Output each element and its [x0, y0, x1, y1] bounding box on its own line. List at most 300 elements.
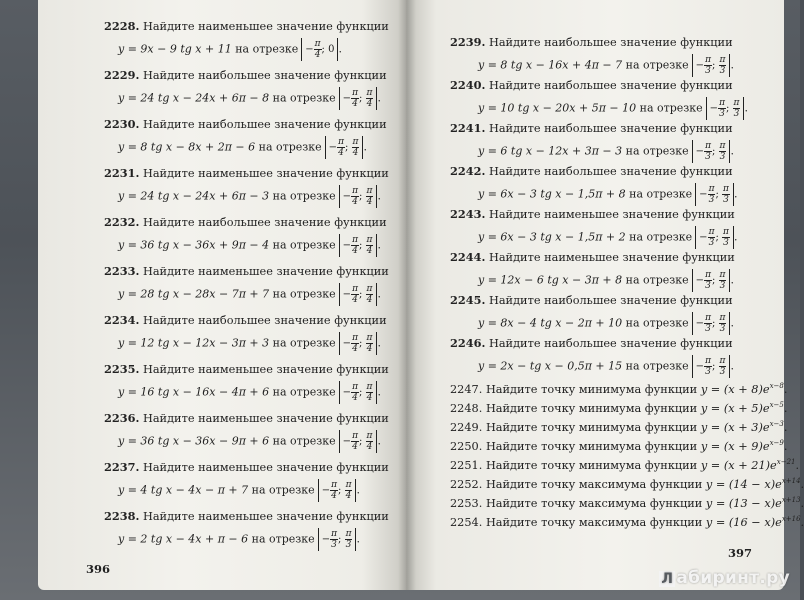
fraction-denominator: 4	[366, 246, 373, 256]
interval-bracket: − $\frac{\pi}{3}$ ; $\frac{\pi}{3}$	[706, 97, 745, 120]
interval-end: 0	[328, 44, 335, 55]
exponent: x+13	[781, 496, 801, 504]
fraction-denominator: 3	[705, 281, 711, 291]
problem-statement	[450, 165, 733, 178]
fraction	[351, 333, 359, 354]
function-expression: y = 12 tg x − 12x − 3π + 3	[118, 336, 270, 350]
fraction-denominator: 3	[723, 195, 729, 205]
exponent: x−21	[776, 458, 796, 466]
fraction	[330, 480, 338, 501]
fraction-denominator: 4	[345, 491, 352, 501]
fraction	[351, 88, 359, 109]
fraction-denominator: 4	[366, 99, 373, 109]
interval-bracket: − $\frac{\pi}{3}$ ; $\frac{\pi}{3}$	[692, 269, 731, 292]
interval-bracket: − $\frac{\pi}{3}$ ; $\frac{\pi}{3}$	[692, 140, 731, 163]
interval-sign: −	[695, 275, 705, 286]
problem-number: 2237.	[104, 460, 140, 474]
fraction	[718, 98, 726, 119]
interval-bracket: − $\frac{\pi}{3}$ ; $\frac{\pi}{3}$	[692, 54, 731, 77]
exponent: x−9	[769, 439, 784, 447]
problem-formula: y = 2 tg x − 4x + π − 6 на отрезке − $\frac{\pi}{3}$ ; $\frac{\pi}{3}$ .	[118, 529, 360, 550]
problem-text: Найдите наибольшее значение функции	[488, 36, 733, 49]
problem-statement	[104, 20, 389, 33]
fraction	[345, 480, 353, 501]
interval-sign: −	[699, 189, 708, 200]
function-expression: y = 6x − 3 tg x − 1,5π + 8	[478, 187, 626, 201]
interval-label: на отрезке	[625, 316, 689, 330]
interval-bracket: − $\frac{\pi}{4}$ ; $\frac{\pi}{4}$	[339, 332, 378, 355]
function-expression: y = 8 tg x − 8x + 2π − 6	[118, 140, 256, 154]
interval-label: на отрезке	[272, 385, 336, 399]
fraction-denominator: 3	[708, 238, 715, 248]
function-expression: y = 36 tg x − 36x + 9π − 4	[118, 238, 270, 252]
problem-number: 2250.	[450, 439, 483, 453]
fraction	[704, 356, 712, 377]
fraction	[366, 382, 374, 403]
problem-text: Найдите точку максимума функции	[485, 477, 703, 491]
problem-number: 2233.	[104, 264, 140, 278]
fraction-numerator: π	[331, 480, 337, 490]
interval-sign: −	[709, 103, 719, 114]
fraction-denominator: 3	[705, 367, 711, 377]
interval-label: на отрезке	[625, 273, 689, 287]
interval-bracket: − $\frac{\pi}{4}$ ; $\frac{\pi}{4}$	[339, 381, 378, 404]
function-expression: y = (13 − x)e	[705, 496, 782, 510]
problem-text: Найдите наибольшее значение функции	[142, 216, 387, 229]
problem-text: Найдите наименьшее значение функции	[142, 265, 389, 278]
interval-label: на отрезке	[251, 483, 315, 497]
fraction	[719, 356, 727, 377]
problem-number: 2240.	[450, 78, 486, 92]
interval-sign: −	[342, 436, 352, 447]
problem-number: 2248.	[450, 401, 483, 415]
interval-label: на отрезке	[629, 187, 693, 201]
fraction-numerator: π	[352, 88, 358, 98]
interval-sign: −	[342, 387, 352, 398]
fraction-numerator: π	[719, 55, 726, 65]
problem-number: 2254.	[450, 515, 483, 529]
fraction-denominator: 3	[705, 324, 711, 334]
problem-statement	[450, 208, 735, 221]
exponent: x+14	[781, 477, 801, 485]
extremum-problem: 2247. Найдите точку минимума функции $y = (x + 8)e^{x-8}$.	[450, 382, 788, 396]
problem-text: Найдите наибольшее значение функции	[488, 79, 733, 92]
fraction-denominator: 4	[338, 148, 344, 158]
interval-label: на отрезке	[625, 58, 689, 72]
problem-text: Найдите наименьшее значение функции	[488, 208, 735, 221]
problem-text: Найдите наименьшее значение функции	[142, 167, 389, 180]
function-expression: y = (x + 8)e	[700, 382, 770, 396]
problem-formula: y = 6x − 3 tg x − 1,5π + 8 на отрезке − $\frac{\pi}{3}$ ; $\frac{\pi}{3}$ .	[478, 184, 738, 205]
watermark-text: абиринт.ру	[676, 568, 790, 588]
problem-formula: y = 9x − 9 tg x + 11 на отрезке − $\frac{\pi}{4}$ ; 0 .	[118, 39, 342, 60]
fraction-numerator: π	[705, 356, 711, 366]
fraction-numerator: π	[719, 356, 726, 366]
interval-bracket: − $\frac{\pi}{4}$ ; $\frac{\pi}{4}$	[339, 234, 378, 257]
problem-statement	[450, 337, 733, 350]
problem-formula: y = 8x − 4 tg x − 2π + 10 на отрезке − $\frac{\pi}{3}$ ; $\frac{\pi}{3}$ .	[478, 313, 734, 334]
fraction	[366, 333, 374, 354]
left-page	[38, 0, 406, 590]
interval-label: на отрезке	[272, 238, 336, 252]
function-expression: y = 36 tg x − 36x − 9π + 6	[118, 434, 270, 448]
fraction-numerator: π	[314, 39, 321, 49]
problem-text: Найдите наибольшее значение функции	[488, 294, 733, 307]
fraction	[708, 184, 716, 205]
fraction	[351, 284, 359, 305]
problem-formula: y = 24 tg x − 24x + 6π − 8 на отрезке − $\frac{\pi}{4}$ ; $\frac{\pi}{4}$ .	[118, 88, 381, 109]
interval-sign: −	[321, 534, 331, 545]
problem-text: Найдите точку минимума функции	[485, 382, 698, 396]
function-expression: y = (x + 9)e	[700, 439, 770, 453]
problem-number: 2245.	[450, 293, 486, 307]
problem-formula: y = 4 tg x − 4x − π + 7 на отрезке − $\frac{\pi}{4}$ ; $\frac{\pi}{4}$ .	[118, 480, 360, 501]
fraction-denominator: 3	[719, 66, 726, 76]
exponent: x−5	[769, 401, 784, 409]
fraction	[719, 55, 727, 76]
problem-formula: y = 12x − 6 tg x − 3π + 8 на отрезке − $\frac{\pi}{3}$ ; $\frac{\pi}{3}$ .	[478, 270, 734, 291]
function-expression: y = 24 tg x − 24x + 6π − 8	[118, 91, 270, 105]
fraction-numerator: π	[352, 431, 358, 441]
fraction-denominator: 4	[366, 197, 373, 207]
interval-sign: −	[342, 191, 352, 202]
fraction-numerator: π	[366, 88, 373, 98]
problem-text: Найдите точку минимума функции	[485, 458, 698, 472]
function-expression: y = (x + 5)e	[700, 401, 770, 415]
fraction-numerator: π	[366, 186, 373, 196]
problem-text: Найдите наименьшее значение функции	[142, 412, 389, 425]
problem-number: 2247.	[450, 382, 483, 396]
fraction-numerator: π	[352, 284, 358, 294]
interval-sign: −	[342, 93, 352, 104]
problem-statement	[104, 167, 389, 180]
problem-text: Найдите точку минимума функции	[485, 420, 698, 434]
extremum-problem: 2250. Найдите точку минимума функции $y = (x + 9)e^{x-9}$.	[450, 439, 788, 453]
function-expression: y = 28 tg x − 28x − 7π + 7	[118, 287, 270, 301]
fraction-denominator: 3	[719, 367, 726, 377]
function-expression: y = 6x − 3 tg x − 1,5π + 2	[478, 230, 626, 244]
problem-statement	[104, 69, 387, 82]
extremum-problem: 2249. Найдите точку минимума функции $y = (x + 3)e^{x-3}$.	[450, 420, 788, 434]
interval-sign: −	[695, 318, 705, 329]
problem-number: 2238.	[104, 509, 140, 523]
interval-sign: −	[328, 142, 338, 153]
problem-formula: y = 36 tg x − 36x + 9π − 4 на отрезке − $\frac{\pi}{4}$ ; $\frac{\pi}{4}$ .	[118, 235, 381, 256]
fraction-denominator: 4	[352, 442, 358, 452]
interval-sign: −	[699, 232, 708, 243]
fraction-numerator: π	[719, 313, 726, 323]
problem-text: Найдите точку минимума функции	[485, 439, 698, 453]
interval-sign: −	[305, 44, 314, 55]
fraction-numerator: π	[331, 529, 337, 539]
interval-bracket: − $\frac{\pi}{4}$ ; $\frac{\pi}{4}$	[339, 430, 378, 453]
fraction-numerator: π	[352, 382, 358, 392]
page-number: 397	[728, 546, 753, 560]
function-expression: y = 4 tg x − 4x − π + 7	[118, 483, 249, 497]
problem-formula: y = 36 tg x − 36x − 9π + 6 на отрезке − $\frac{\pi}{4}$ ; $\frac{\pi}{4}$ .	[118, 431, 381, 452]
problem-number: 2239.	[450, 35, 486, 49]
problem-number: 2241.	[450, 121, 486, 135]
interval-bracket: − $\frac{\pi}{3}$ ; $\frac{\pi}{3}$	[318, 528, 357, 551]
interval-sign: −	[321, 485, 331, 496]
problem-formula: y = 28 tg x − 28x − 7π + 7 на отрезке − $\frac{\pi}{4}$ ; $\frac{\pi}{4}$ .	[118, 284, 381, 305]
interval-label: на отрезке	[629, 230, 693, 244]
problem-formula: y = 2x − tg x − 0,5π + 15 на отрезке − $\frac{\pi}{3}$ ; $\frac{\pi}{3}$ .	[478, 356, 734, 377]
fraction-numerator: π	[366, 382, 373, 392]
problem-text: Найдите точку максимума функции	[485, 515, 703, 529]
problem-text: Найдите наибольшее значение функции	[142, 118, 387, 131]
problem-text: Найдите наименьшее значение функции	[488, 251, 735, 264]
fraction	[366, 186, 374, 207]
interval-sign: −	[695, 146, 705, 157]
open-book	[38, 0, 804, 600]
function-expression: y = 8x − 4 tg x − 2π + 10	[478, 316, 623, 330]
fraction	[345, 529, 353, 550]
problem-statement	[450, 294, 733, 307]
fraction-numerator: π	[352, 137, 359, 147]
interval-label: на отрезке	[639, 101, 703, 115]
function-expression: y = 2 tg x − 4x + π − 6	[118, 532, 249, 546]
fraction	[719, 313, 727, 334]
extremum-problem: 2254. Найдите точку максимума функции $y = (16 - x)e^{x+16}$.	[450, 515, 804, 529]
problem-text: Найдите наименьшее значение функции	[142, 510, 389, 523]
problem-text: Найдите наименьшее значение функции	[142, 363, 389, 376]
problem-number: 2251.	[450, 458, 483, 472]
interval-label: на отрезке	[272, 287, 336, 301]
problem-statement	[104, 510, 389, 523]
fraction-denominator: 3	[705, 66, 711, 76]
exponent: x−8	[769, 382, 784, 390]
fraction	[708, 227, 716, 248]
fraction-denominator: 4	[314, 50, 321, 60]
interval-bracket: − $\frac{\pi}{4}$ ; $\frac{\pi}{4}$	[339, 185, 378, 208]
fraction-denominator: 3	[345, 540, 352, 550]
problem-number: 2228.	[104, 19, 140, 33]
fraction-numerator: π	[352, 235, 358, 245]
interval-bracket: − $\frac{\pi}{3}$ ; $\frac{\pi}{3}$	[692, 355, 731, 378]
right-page	[406, 0, 804, 590]
fraction-denominator: 4	[331, 491, 337, 501]
interval-label: на отрезке	[625, 359, 689, 373]
fraction-numerator: π	[719, 141, 726, 151]
interval-label: на отрезке	[251, 532, 315, 546]
interval-bracket: − $\frac{\pi}{4}$ ; $\frac{\pi}{4}$	[339, 87, 378, 110]
fraction	[704, 55, 712, 76]
interval-label: на отрезке	[258, 140, 322, 154]
fraction-denominator: 3	[733, 109, 740, 119]
fraction-denominator: 3	[723, 238, 729, 248]
extremum-problem: 2253. Найдите точку максимума функции $y = (13 - x)e^{x+13}$.	[450, 496, 804, 510]
fraction-numerator: π	[708, 184, 715, 194]
fraction-numerator: π	[705, 270, 711, 280]
interval-sign: −	[342, 289, 352, 300]
fraction-numerator: π	[705, 141, 711, 151]
problem-formula: y = 24 tg x − 24x + 6π − 3 на отрезке − $\frac{\pi}{4}$ ; $\frac{\pi}{4}$ .	[118, 186, 381, 207]
interval-label: на отрезке	[235, 42, 299, 56]
problem-number: 2246.	[450, 336, 486, 350]
fraction	[722, 227, 730, 248]
interval-bracket: − $\frac{\pi}{4}$ ; $\frac{\pi}{4}$	[318, 479, 357, 502]
problem-statement	[104, 265, 389, 278]
fraction-numerator: π	[338, 137, 344, 147]
fraction-denominator: 4	[366, 393, 373, 403]
fraction-denominator: 4	[352, 393, 358, 403]
problem-statement	[450, 251, 735, 264]
fraction	[733, 98, 741, 119]
fraction-denominator: 4	[352, 295, 358, 305]
function-expression: y = 8 tg x − 16x + 4π − 7	[478, 58, 623, 72]
interval-label: на отрезке	[272, 434, 336, 448]
fraction-denominator: 4	[366, 344, 373, 354]
interval-sign: −	[695, 361, 705, 372]
problem-formula: y = 16 tg x − 16x − 4π + 6 на отрезке − $\frac{\pi}{4}$ ; $\frac{\pi}{4}$ .	[118, 382, 381, 403]
interval-label: на отрезке	[272, 189, 336, 203]
function-expression: y = 10 tg x − 20x + 5π − 10	[478, 101, 637, 115]
fraction-denominator: 4	[366, 442, 373, 452]
fraction-numerator: π	[352, 333, 358, 343]
problem-formula: y = 6x − 3 tg x − 1,5π + 2 на отрезке − $\frac{\pi}{3}$ ; $\frac{\pi}{3}$ .	[478, 227, 738, 248]
fraction-numerator: π	[723, 184, 729, 194]
fraction-numerator: π	[719, 270, 726, 280]
interval-sign: −	[695, 60, 705, 71]
fraction-denominator: 3	[331, 540, 337, 550]
fraction	[719, 141, 727, 162]
fraction-denominator: 3	[719, 109, 725, 119]
fraction-denominator: 3	[705, 152, 711, 162]
function-expression: y = (16 − x)e	[705, 515, 782, 529]
problem-formula: y = 6 tg x − 12x + 3π − 3 на отрезке − $\frac{\pi}{3}$ ; $\frac{\pi}{3}$ .	[478, 141, 734, 162]
problem-number: 2232.	[104, 215, 140, 229]
exponent: x+16	[781, 515, 801, 523]
problem-statement	[104, 118, 387, 131]
problem-text: Найдите наибольшее значение функции	[488, 122, 733, 135]
fraction-numerator: π	[723, 227, 729, 237]
problem-statement	[104, 461, 389, 474]
problem-number: 2229.	[104, 68, 140, 82]
extremum-problem: 2251. Найдите точку минимума функции $y = (x + 21)e^{x-21}$.	[450, 458, 800, 472]
problem-number: 2234.	[104, 313, 140, 327]
problem-statement	[450, 36, 733, 49]
fraction-numerator: π	[352, 186, 358, 196]
problem-number: 2236.	[104, 411, 140, 425]
function-expression: y = 16 tg x − 16x − 4π + 6	[118, 385, 270, 399]
problem-number: 2230.	[104, 117, 140, 131]
problem-text: Найдите наименьшее значение функции	[142, 461, 389, 474]
problem-statement	[104, 412, 389, 425]
function-expression: y = 9x − 9 tg x + 11	[118, 42, 232, 56]
fraction-numerator: π	[366, 284, 373, 294]
fraction-denominator: 4	[352, 148, 359, 158]
problem-text: Найдите наибольшее значение функции	[142, 314, 387, 327]
problem-number: 2243.	[450, 207, 486, 221]
problem-text: Найдите наибольшее значение функции	[142, 69, 387, 82]
fraction-numerator: π	[345, 480, 352, 490]
interval-label: на отрезке	[625, 144, 689, 158]
problem-text: Найдите наименьшее значение функции	[142, 20, 389, 33]
function-expression: y = 2x − tg x − 0,5π + 15	[478, 359, 623, 373]
problem-text: Найдите точку минимума функции	[485, 401, 698, 415]
problem-formula: y = 8 tg x − 16x + 4π − 7 на отрезке − $\frac{\pi}{3}$ ; $\frac{\pi}{3}$ .	[478, 55, 734, 76]
fraction-numerator: π	[366, 235, 373, 245]
fraction-denominator: 4	[352, 246, 358, 256]
extremum-problem: 2248. Найдите точку минимума функции $y = (x + 5)e^{x-5}$.	[450, 401, 788, 415]
interval-bracket: − $\frac{\pi}{4}$ ; 0	[301, 38, 338, 61]
fraction	[366, 235, 374, 256]
fraction	[366, 284, 374, 305]
interval-label: на отрезке	[272, 336, 336, 350]
function-expression: y = 6 tg x − 12x + 3π − 3	[478, 144, 623, 158]
problem-formula: y = 12 tg x − 12x − 3π + 3 на отрезке − $\frac{\pi}{4}$ ; $\frac{\pi}{4}$ .	[118, 333, 381, 354]
problem-number: 2249.	[450, 420, 483, 434]
problem-text: Найдите точку максимума функции	[485, 496, 703, 510]
fraction-denominator: 3	[708, 195, 715, 205]
function-expression: y = (14 − x)e	[705, 477, 782, 491]
fraction	[704, 313, 712, 334]
watermark-box-letter: Л	[659, 571, 675, 587]
watermark-logo	[659, 568, 790, 588]
problem-statement	[104, 314, 387, 327]
interval-label: на отрезке	[272, 91, 336, 105]
problem-statement	[104, 216, 387, 229]
function-expression: y = (x + 3)e	[700, 420, 770, 434]
fraction	[704, 141, 712, 162]
interval-bracket: − $\frac{\pi}{3}$ ; $\frac{\pi}{3}$	[695, 226, 734, 249]
page-number: 396	[86, 562, 111, 576]
problem-statement	[104, 363, 389, 376]
problem-number: 2252.	[450, 477, 483, 491]
fraction	[351, 431, 359, 452]
fraction	[314, 39, 322, 60]
fraction-denominator: 4	[352, 344, 358, 354]
fraction	[352, 137, 360, 158]
problem-text: Найдите наибольшее значение функции	[488, 337, 733, 350]
exponent: x−3	[769, 420, 784, 428]
interval-bracket: − $\frac{\pi}{3}$ ; $\frac{\pi}{3}$	[695, 183, 734, 206]
fraction-numerator: π	[366, 431, 373, 441]
function-expression: y = 24 tg x − 24x + 6π − 3	[118, 189, 270, 203]
fraction	[722, 184, 730, 205]
book-gutter	[398, 0, 416, 590]
fraction	[719, 270, 727, 291]
fraction	[366, 88, 374, 109]
fraction	[351, 235, 359, 256]
fraction-denominator: 3	[719, 281, 726, 291]
problem-formula: y = 8 tg x − 8x + 2π − 6 на отрезке − $\frac{\pi}{4}$ ; $\frac{\pi}{4}$ .	[118, 137, 367, 158]
fraction-denominator: 3	[719, 324, 726, 334]
interval-sign: −	[342, 338, 352, 349]
interval-bracket: − $\frac{\pi}{4}$ ; $\frac{\pi}{4}$	[339, 283, 378, 306]
fraction-numerator: π	[705, 55, 711, 65]
fraction-numerator: π	[733, 98, 740, 108]
fraction-numerator: π	[708, 227, 715, 237]
problem-statement	[450, 122, 733, 135]
problem-number: 2235.	[104, 362, 140, 376]
fraction-numerator: π	[705, 313, 711, 323]
interval-sign: −	[342, 240, 352, 251]
function-expression: y = (x + 21)e	[700, 458, 777, 472]
problem-number: 2242.	[450, 164, 486, 178]
fraction-numerator: π	[345, 529, 352, 539]
fraction-denominator: 3	[719, 152, 726, 162]
problem-number: 2231.	[104, 166, 140, 180]
fraction	[351, 186, 359, 207]
interval-bracket: − $\frac{\pi}{3}$ ; $\frac{\pi}{3}$	[692, 312, 731, 335]
problem-number: 2253.	[450, 496, 483, 510]
fraction	[351, 382, 359, 403]
fraction-denominator: 4	[366, 295, 373, 305]
problem-statement	[450, 79, 733, 92]
fraction	[337, 137, 345, 158]
